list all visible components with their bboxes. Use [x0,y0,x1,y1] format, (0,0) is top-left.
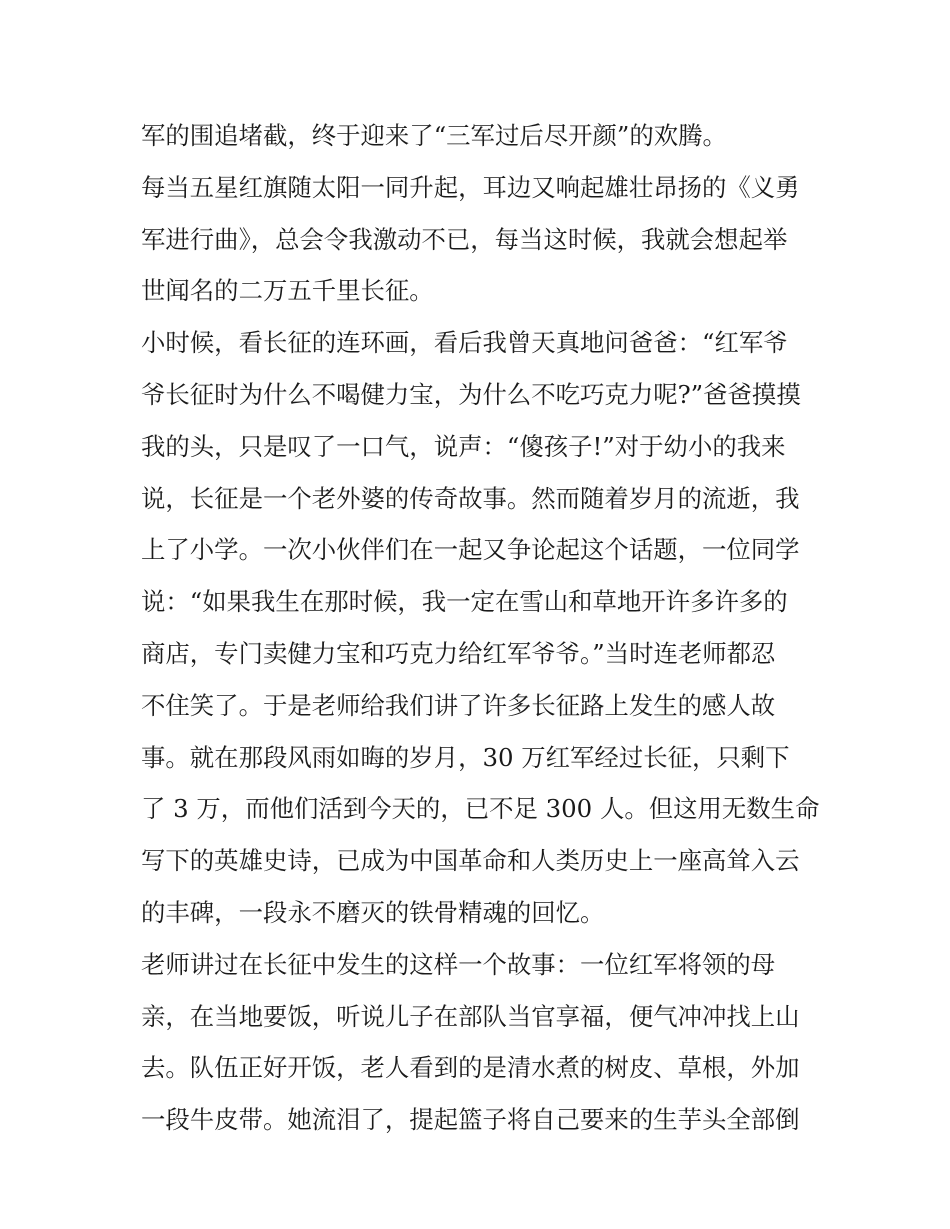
text-line: 一段牛皮带。她流泪了，提起篮子将自己要来的生芋头全部倒 [141,1105,800,1135]
text-line: 每当五星红旗随太阳一同升起，耳边又响起雄壮昂扬的《义勇 [141,172,800,202]
text-line: 爷长征时为什么不喝健力宝，为什么不吃巧克力呢?”爸爸摸摸 [141,379,801,409]
text-line: 商店，专门卖健力宝和巧克力给红军爷爷。”当时连老师都忍 [141,638,776,668]
text-line: 事。就在那段风雨如晦的岁月，30 万红军经过长征，只剩下 [141,742,790,772]
text-line: 上了小学。一次小伙伴们在一起又争论起这个话题，一位同学 [141,535,800,565]
text-line: 说：“如果我生在那时候，我一定在雪山和草地开许多许多的 [141,587,788,617]
text-line: 军的围追堵截，终于迎来了“三军过后尽开颜”的欢腾。 [141,121,727,150]
text-line: 的丰碑，一段永不磨灭的铁骨精魂的回忆。 [141,897,605,927]
text-line: 不住笑了。于是老师给我们讲了许多长征路上发生的感人故 [141,690,776,720]
text-line: 去。队伍正好开饭，老人看到的是清水煮的树皮、草根，外加 [141,1053,800,1083]
text-line: 世闻名的二万五千里长征。 [141,276,434,306]
text-line: 亲，在当地要饭，听说儿子在部队当官享福，便气冲冲找上山 [141,1001,800,1031]
body-text [141,110,821,1146]
text-line: 写下的英雄史诗，已成为中国革命和人类历史上一座高耸入云 [141,846,800,876]
text-line: 说，长征是一个老外婆的传奇故事。然而随着岁月的流逝，我 [141,483,800,513]
text-line: 军进行曲》，总会令我激动不已，每当这时候，我就会想起举 [141,224,788,254]
text-line: 我的头，只是叹了一口气，说声：“傻孩子!”对于幼小的我来 [141,431,786,461]
text-line: 老师讲过在长征中发生的这样一个故事：一位红军将领的母 [141,949,776,979]
text-line: 小时候，看长征的连环画，看后我曾天真地问爸爸：“红军爷 [141,328,788,358]
text-line: 了 3 万，而他们活到今天的，已不足 300 人。但这用无数生命 [141,794,820,824]
